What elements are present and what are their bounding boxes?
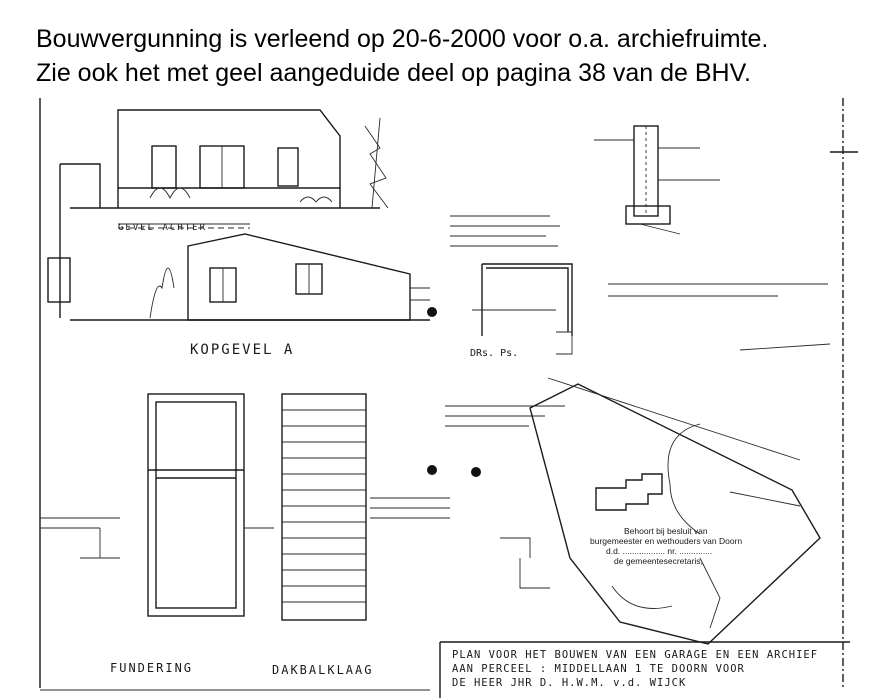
stamp-line-2: burgemeester en wethouders van Doorn bbox=[590, 536, 743, 546]
svg-text:AAN PERCEEL : MIDDELLAAN 1 TE: AAN PERCEEL : MIDDELLAAN 1 TE DOORN VOOR bbox=[452, 663, 745, 675]
stamp-line-3: d.d. .................. nr. .............. bbox=[606, 546, 713, 556]
stamp-line-4: de gemeentesecretaris, bbox=[614, 556, 703, 566]
svg-text:DE HEER JHR D. H.W.M. v.d. WIJ: DE HEER JHR D. H.W.M. v.d. WIJCK bbox=[452, 677, 687, 689]
title-block bbox=[440, 642, 850, 698]
frame-detail bbox=[470, 264, 572, 359]
wall-section-detail bbox=[594, 126, 720, 234]
roof-beam-plan bbox=[272, 394, 481, 677]
stamp-line-1: Behoort bij besluit van bbox=[624, 526, 708, 536]
approval-stamp bbox=[590, 526, 742, 566]
side-elevation-a bbox=[70, 223, 437, 358]
svg-text:FUNDERING: FUNDERING bbox=[110, 661, 194, 675]
rear-elevation bbox=[48, 110, 388, 318]
svg-text:DAKBALKLAAG: DAKBALKLAAG bbox=[272, 663, 374, 677]
svg-text:GEVEL ACHTER: GEVEL ACHTER bbox=[118, 223, 208, 233]
foundation-plan bbox=[40, 394, 274, 675]
caption-line-reference: Zie ook het met geel aangeduide deel op pagina 38 van de BHV. bbox=[36, 59, 751, 87]
svg-text:KOPGEVEL A: KOPGEVEL A bbox=[190, 342, 295, 358]
page-caption bbox=[36, 22, 866, 90]
caption-line-permit: Bouwvergunning is verleend op 20-6-2000 voor o.a. archiefruimte. bbox=[36, 25, 769, 53]
svg-text:PLAN VOOR HET BOUWEN VAN EEN G: PLAN VOOR HET BOUWEN VAN EEN GARAGE EN EEN ARCHIEF bbox=[452, 649, 819, 661]
handwritten-notes bbox=[370, 216, 830, 518]
scanned-building-drawing bbox=[0, 88, 887, 698]
svg-text:DRs. Ps.: DRs. Ps. bbox=[470, 348, 519, 359]
site-plan bbox=[500, 378, 820, 644]
